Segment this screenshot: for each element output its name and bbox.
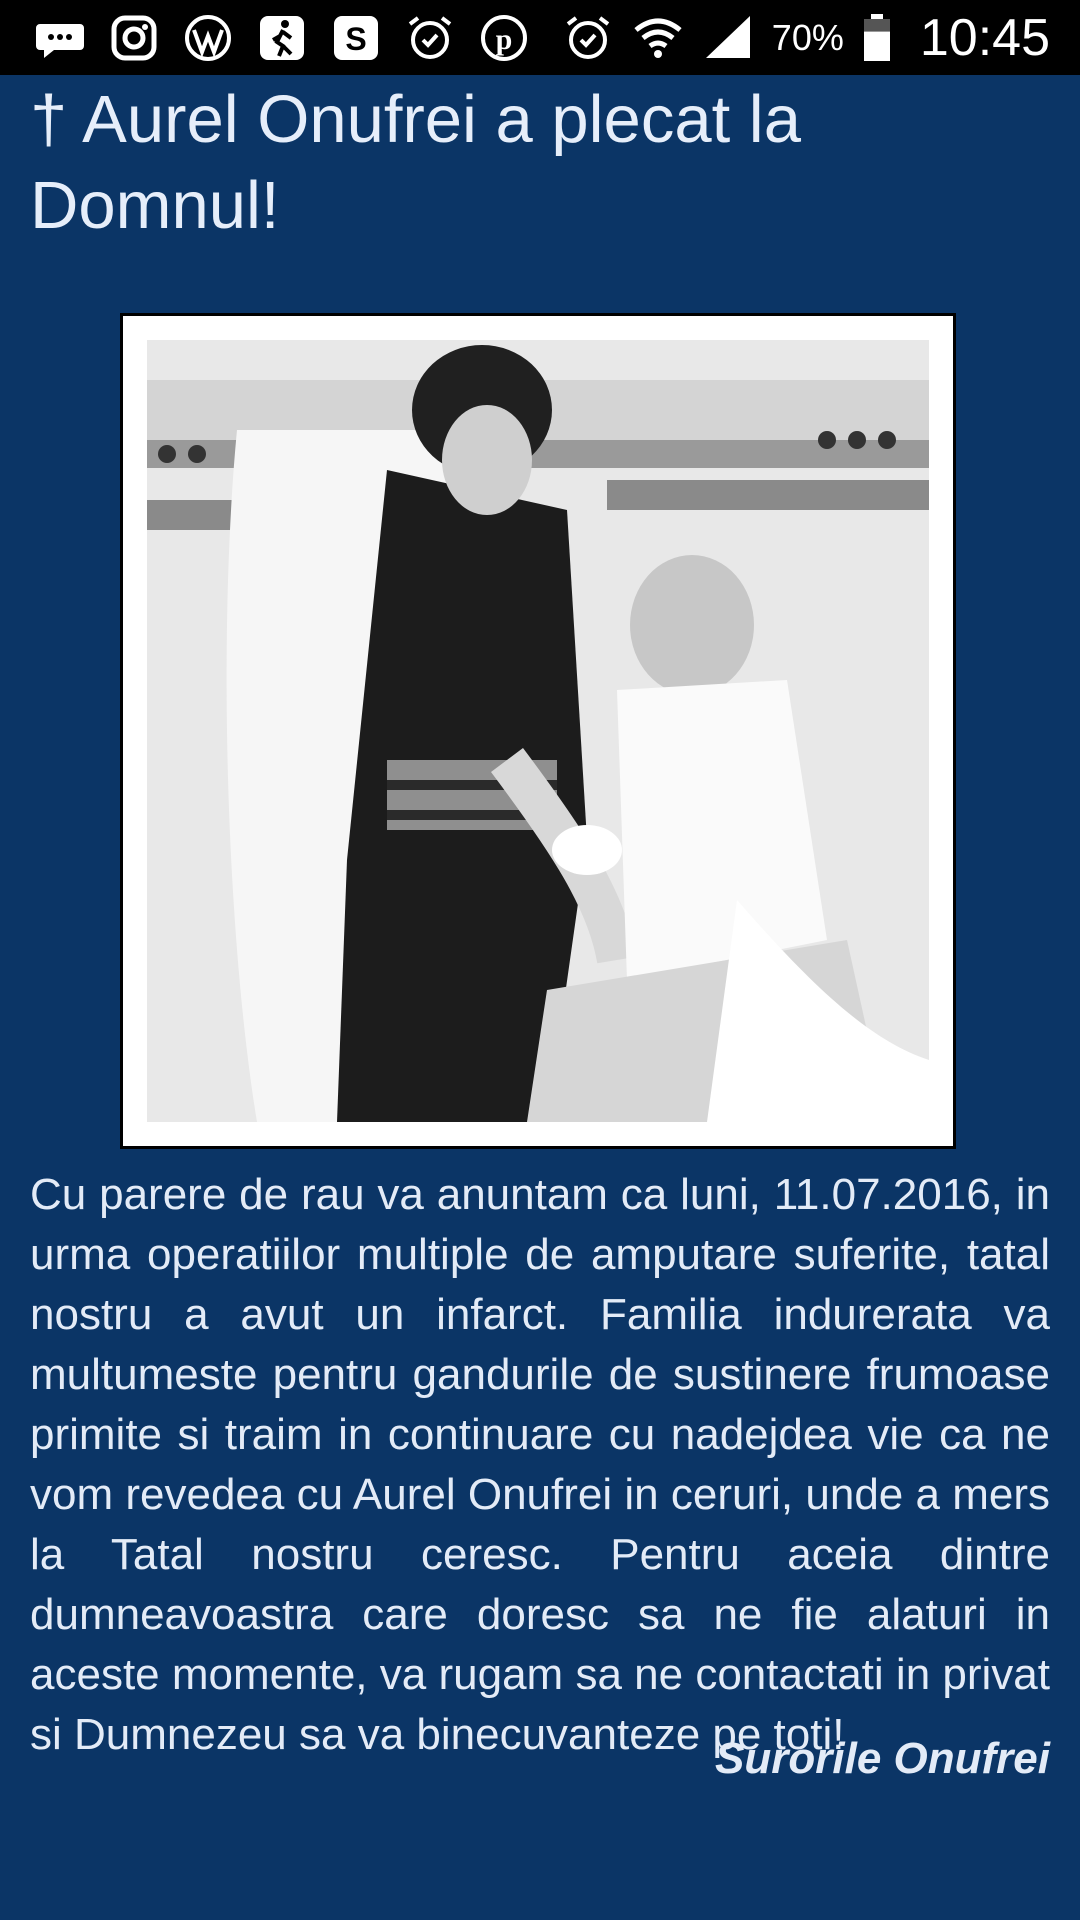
notification-icons xyxy=(34,12,530,64)
svg-text:p: p xyxy=(495,22,513,56)
instagram-icon xyxy=(108,12,160,64)
pinterest-icon xyxy=(478,12,530,64)
alarm-icon xyxy=(404,12,456,64)
system-status xyxy=(562,8,1050,68)
photo-frame xyxy=(120,313,956,1149)
battery-icon xyxy=(862,12,892,64)
article-body: Cu parere de rau va anuntam ca luni, 11.07.2016, in urma operatiilor multiple de amputare suferite, tatal nostru a avut un infarct. Familia indurerata va multumeste pentru gandurile de sustinere frumoase primite si traim in continuare cu nadejdea vie ca ne vom revedea cu Aurel Onufrei in ceruri, unde a mers la Tatal nostru ceresc. Pentru aceia dintre dumneavoastra care doresc sa ne fie alaturi in aceste momente, va rugam sa ne contactati in privat si Dumnezeu sa va binecuvanteze pe toti! xyxy=(30,1170,1050,1759)
clock: 10:45 xyxy=(919,8,1050,67)
alarm-icon xyxy=(562,12,614,64)
article-signature: Surorile Onufrei xyxy=(715,1734,1050,1783)
skype-icon xyxy=(330,12,382,64)
messages-icon xyxy=(34,12,86,64)
article-photo xyxy=(147,340,929,1122)
article xyxy=(30,75,1050,1783)
photo-illustration xyxy=(147,340,929,1122)
wordpress-icon xyxy=(182,12,234,64)
battery-percent: 70% xyxy=(771,16,844,58)
svg-text:S: S xyxy=(345,20,367,57)
article-title: † Aurel Onufrei a plecat la Domnul! xyxy=(30,82,801,243)
status-bar xyxy=(0,0,1080,75)
signal-icon xyxy=(702,12,754,64)
wifi-icon xyxy=(632,12,684,64)
fitness-walker-icon xyxy=(256,12,308,64)
